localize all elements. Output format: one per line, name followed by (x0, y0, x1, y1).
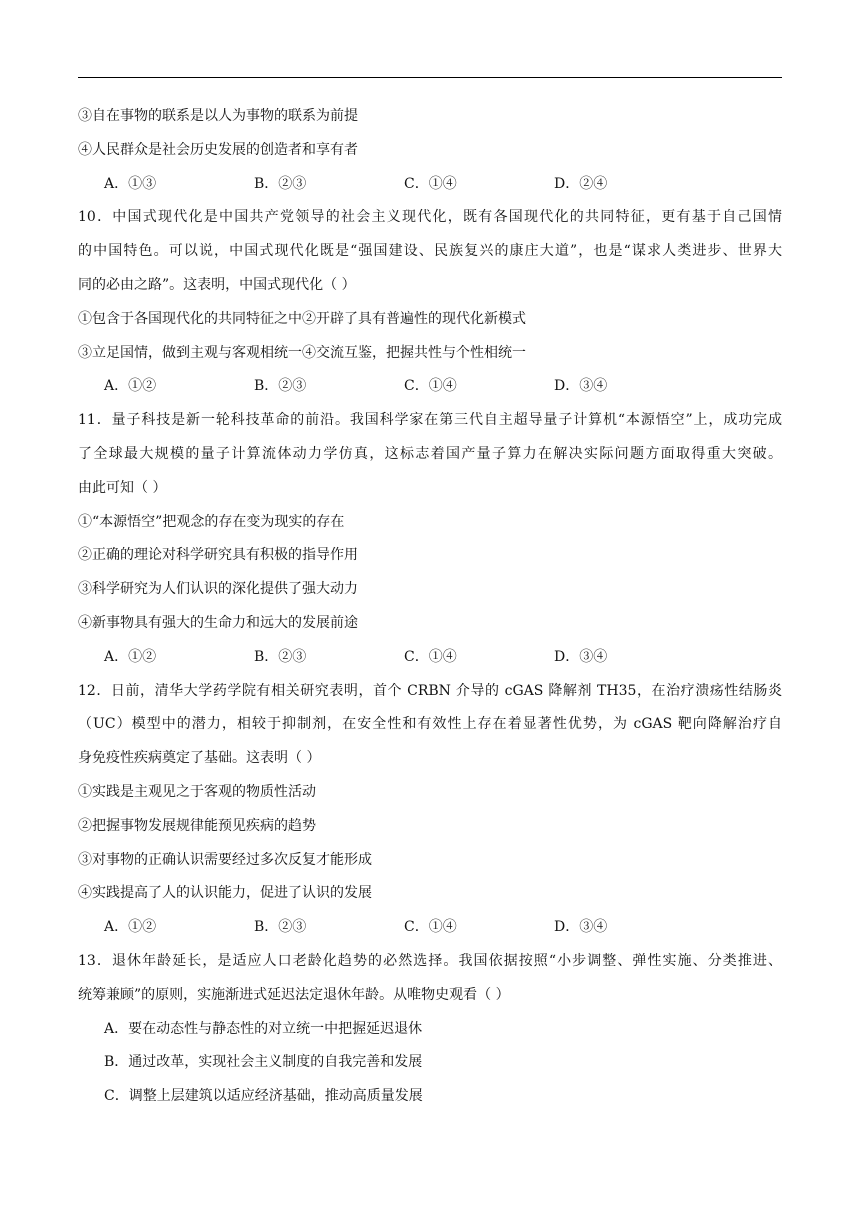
statement: ④实践提高了人的认识能力，促进了认识的发展 (78, 885, 372, 902)
statement: ①包含于各国现代化的共同特征之中②开辟了具有普遍性的现代化新模式 (78, 310, 526, 327)
question-stem-line: 统筹兼顾”的原则，实施渐进式延迟法定退休年龄。从唯物史观看（ ） (78, 986, 510, 1003)
question-stem-line: （UC）模型中的潜力，相较于抑制剂，在安全性和有效性上存在着显著性优势，为 cGAS 靶向降解治疗自 (78, 716, 782, 733)
option-b[interactable]: B．②③ (254, 919, 307, 936)
exam-page (78, 100, 782, 1114)
option-b[interactable]: B．②③ (254, 648, 307, 665)
answer-options (78, 641, 782, 675)
header-rule (78, 77, 782, 78)
option-a[interactable]: A．要在动态性与静态性的对立统一中把握延迟退休 (104, 1020, 423, 1037)
question-stem-line: 由此可知（ ） (78, 479, 167, 496)
option-d[interactable]: D．③④ (554, 648, 608, 665)
option-d[interactable]: D．③④ (554, 378, 608, 395)
option-c[interactable]: C．调整上层建筑以适应经济基础，推动高质量发展 (104, 1088, 423, 1105)
option-d[interactable]: D．③④ (554, 919, 608, 936)
question-13 (78, 945, 782, 1114)
question-stem-line: 的中国特色。可以说，中国式现代化既是“强国建设、民族复兴的康庄大道”，也是“谋求人类进步、世界大 (78, 243, 782, 260)
option-b[interactable]: B．②③ (254, 378, 307, 395)
question-10 (78, 201, 782, 404)
statement: ③自在事物的联系是以人为事物的联系为前提 (78, 108, 358, 124)
option-a[interactable]: A．①③ (104, 175, 157, 192)
option-b[interactable]: B．通过改革，实现社会主义制度的自我完善和发展 (104, 1054, 423, 1071)
statement: ③科学研究为人们认识的深化提供了强大动力 (78, 581, 358, 598)
question-stem-line: 12．日前，清华大学药学院有相关研究表明，首个 CRBN 介导的 cGAS 降解剂 TH35，在治疗溃疡性结肠炎 (78, 682, 782, 699)
option-a[interactable]: A．①② (104, 648, 157, 665)
statement: ③对事物的正确认识需要经过多次反复才能形成 (78, 851, 372, 868)
statement: ②把握事物发展规律能预见疾病的趋势 (78, 817, 316, 834)
question-stem-line: 了全球最大规模的量子计算流体动力学仿真，这标志着国产量子算力在解决实际问题方面取得重大突破。 (78, 445, 782, 462)
option-c[interactable]: C．①④ (404, 919, 457, 936)
option-c[interactable]: C．①④ (404, 648, 457, 665)
option-a[interactable]: A．①② (104, 378, 157, 395)
question-stem-line: 13．退休年龄延长，是适应人口老龄化趋势的必然选择。我国依据按照“小步调整、弹性实施、分类推进、 (78, 952, 782, 969)
question-12 (78, 675, 782, 945)
option-b[interactable]: B．②③ (254, 175, 307, 192)
question-stem-line: 同的必由之路”。这表明，中国式现代化（ ） (78, 276, 356, 293)
statement: ③立足国情，做到主观与客观相统一④交流互鉴，把握共性与个性相统一 (78, 344, 526, 361)
option-d[interactable]: D．②④ (554, 175, 608, 192)
answer-options (78, 370, 782, 404)
question-stem-line: 11．量子科技是新一轮科技革命的前沿。我国科学家在第三代自主超导量子计算机“本源悟空”上，成功完成 (78, 412, 782, 429)
statement: ④新事物具有强大的生命力和远大的发展前途 (78, 614, 358, 631)
question-9-tail (78, 100, 782, 201)
answer-options (78, 911, 782, 945)
option-c[interactable]: C．①④ (404, 175, 457, 192)
answer-options (78, 168, 782, 202)
option-a[interactable]: A．①② (104, 919, 157, 936)
statement: ④人民群众是社会历史发展的创造者和享有者 (78, 141, 358, 158)
option-c[interactable]: C．①④ (404, 378, 457, 395)
statement: ①实践是主观见之于客观的物质性活动 (78, 783, 316, 800)
statement: ①“本源悟空”把观念的存在变为现实的存在 (78, 513, 345, 530)
question-stem-line: 身免疫性疾病奠定了基础。这表明（ ） (78, 750, 321, 767)
statement: ②正确的理论对科学研究具有积极的指导作用 (78, 547, 358, 564)
question-11 (78, 404, 782, 674)
question-stem-line: 10．中国式现代化是中国共产党领导的社会主义现代化，既有各国现代化的共同特征，更有基于自己国情 (78, 209, 782, 226)
